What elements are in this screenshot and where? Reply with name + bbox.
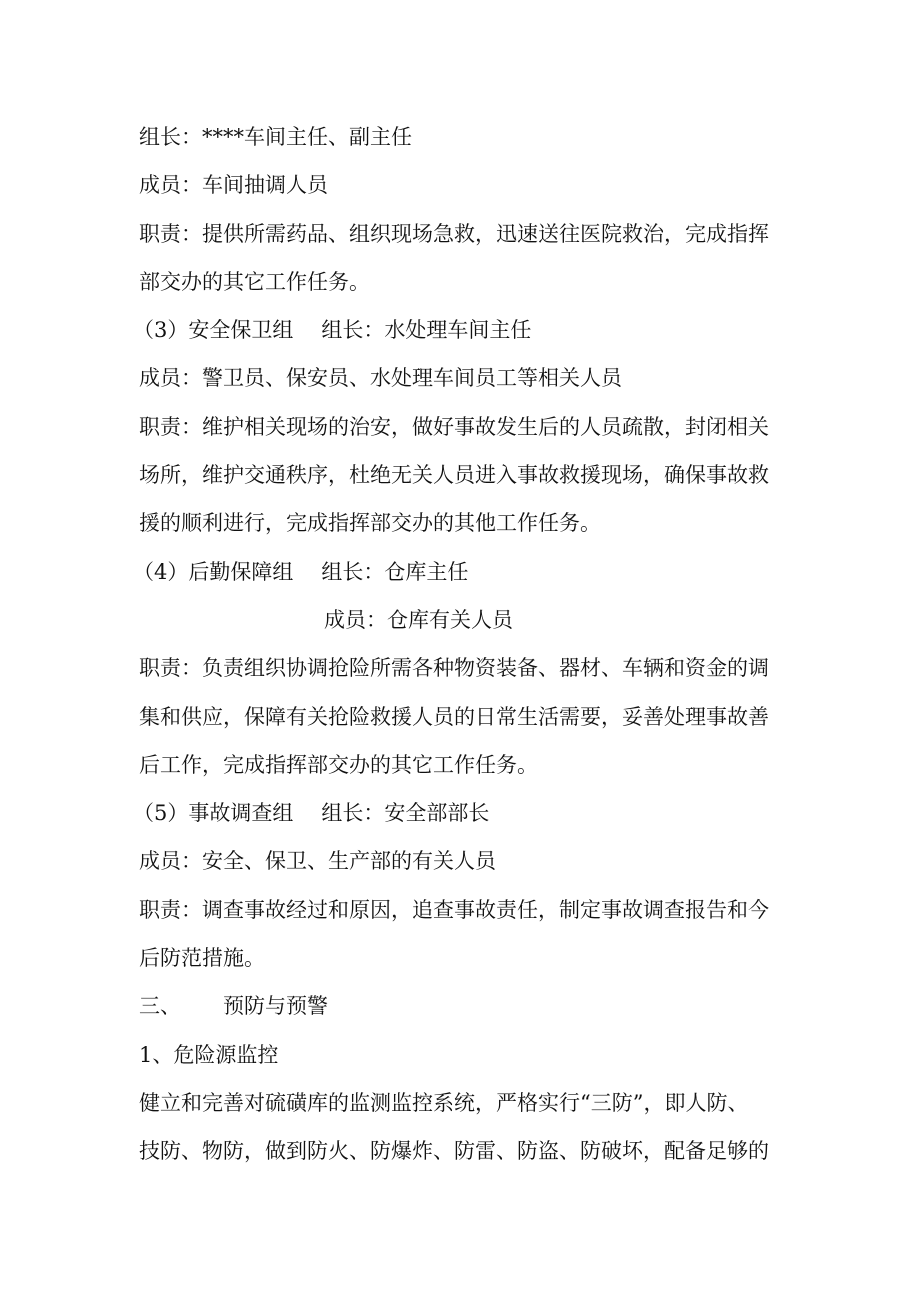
section-heading-line: [133, 306, 789, 354]
section-leader: 组长：水处理车间主任: [321, 318, 532, 343]
text-line: 职责：提供所需药品、组织现场急救，迅速送往医院救治，完成指挥: [139, 221, 769, 246]
text-line: 组长：****车间主任、副主任: [139, 125, 412, 149]
text-line: 后工作，完成指挥部交办的其它工作任务。: [139, 752, 538, 777]
section-leader: 组长：安全部部长: [321, 801, 490, 826]
chapter-heading-line: [139, 982, 789, 1030]
text-line: 职责：负责组织协调抢险所需各种物资装备、器材、车辆和资金的调: [139, 656, 769, 681]
text-line: 职责：调查事故经过和原因，追查事故责任，制定事故调查报告和今: [139, 897, 769, 922]
section-heading-line: [133, 548, 789, 596]
text-line: 成员：安全、保卫、生产部的有关人员: [139, 849, 496, 874]
text-line: 技防、物防，做到防火、防爆炸、防雷、防盗、防破坏，配备足够的: [139, 1139, 769, 1164]
document-body: [133, 113, 789, 1176]
text-line: 部交办的其它工作任务。: [139, 269, 370, 294]
text-line: 健立和完善对硫磺库的监测监控系统，严格实行“三防”，即人防、: [139, 1090, 749, 1115]
section-heading-line: [133, 789, 789, 837]
section-heading: （5）事故调查组: [133, 801, 294, 826]
text-line: 援的顺利进行，完成指挥部交办的其他工作任务。: [139, 511, 601, 536]
text-line: 职责：维护相关现场的治安，做好事故发生后的人员疏散，封闭相关: [139, 414, 769, 439]
text-line: 集和供应，保障有关抢险救援人员的日常生活需要，妥善处理事故善: [139, 704, 769, 729]
text-line: 成员：车间抽调人员: [139, 173, 328, 198]
text-line: 场所，维护交通秩序，杜绝无关人员进入事故救援现场，确保事故救: [139, 463, 769, 488]
section-heading: （4）后勤保障组: [133, 559, 294, 584]
section-leader: 组长：仓库主任: [321, 559, 469, 584]
text-line: 成员：警卫员、保安员、水处理车间员工等相关人员: [139, 366, 622, 391]
subsection-heading: 1、危险源监控: [139, 1042, 279, 1067]
text-line: 后防范措施。: [139, 946, 265, 971]
chapter-title: 预防与预警: [223, 994, 328, 1019]
text-line: 成员：仓库有关人员: [324, 607, 513, 632]
section-heading: （3）安全保卫组: [133, 318, 294, 343]
chapter-number: 三、: [139, 994, 181, 1019]
